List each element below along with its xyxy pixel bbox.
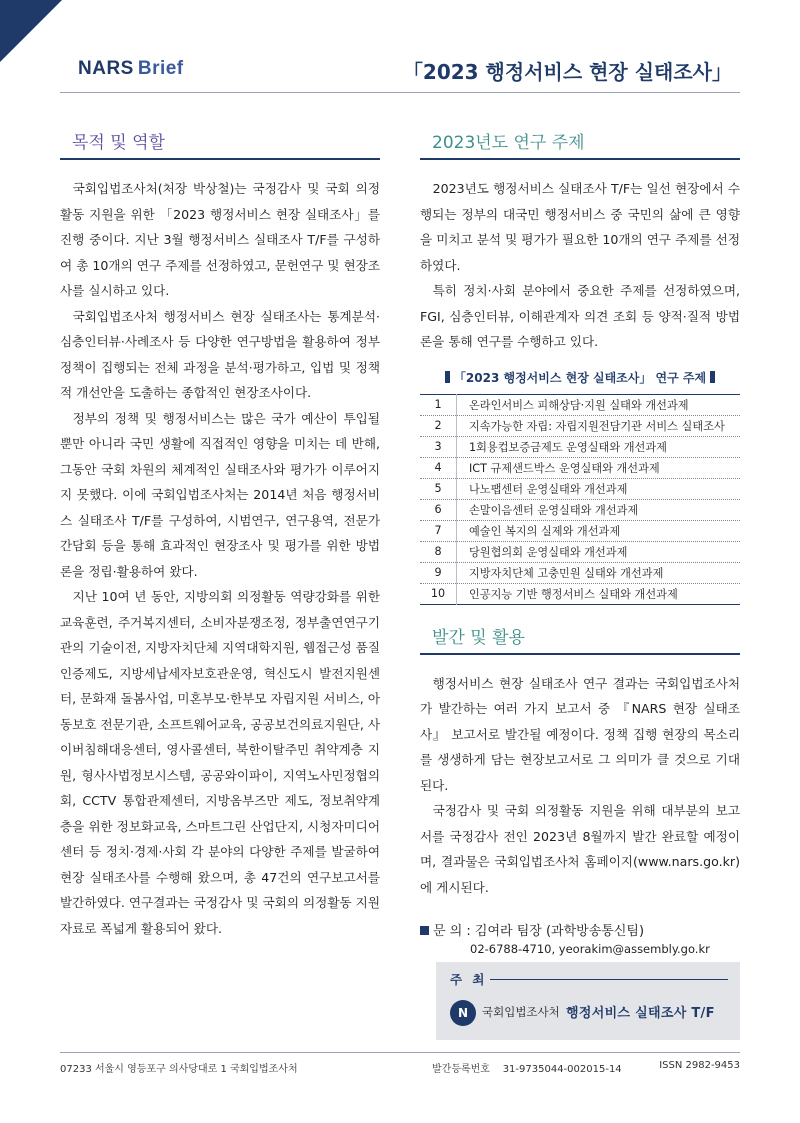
contact-line (420, 920, 740, 939)
table-row (420, 562, 740, 583)
table-row (420, 499, 740, 520)
section-topics-heading (420, 128, 740, 160)
caption-marker-icon (445, 371, 450, 383)
table-row (420, 520, 740, 541)
host-box (436, 962, 740, 1040)
topic-title: 온라인서비스 피해상담·지원 실태와 개선과제 (469, 398, 689, 412)
topic-title: 지방자치단체 고충민원 실태와 개선과제 (469, 566, 664, 580)
topic-number: 1 (420, 394, 457, 415)
topics-table-caption-text: 「2023 행정서비스 현장 실태조사」 연구 주제 (453, 370, 707, 385)
purpose-paragraph-3: 정부의 정책 및 행정서비스는 많은 국가 예산이 투입될 뿐만 아니라 국민 생활에 직접적인 영향을 미치는 데 반해, 그동안 국회 차원의 체계적인 실태조사와 평가가 이루어지지 못했다. 이에 국회입법조사처는 2014년 처음 행정서비스 실태조사 T/F를 구성하여, 시범연구, 연구용역, 전문가간담회 등을 통해 효과적인 현장조사 및 평가를 위한 방법론을 정립·활용하여 왔다. (60, 410, 380, 579)
document-title: 「2023 행정서비스 현장 실태조사」 (402, 60, 732, 84)
purpose-paragraph-1: 국회입법조사처(처장 박상철)는 국정감사 및 국회 의정활동 지원을 위한 「2023 행정서비스 현장 실태조사」를 진행 중이다. 지난 3월 행정서비스 실태조사 T/F를 구성하여 총 10개의 연구 주제를 선정하였고, 문헌연구 및 현장조사를 실시하고 있다. (60, 181, 380, 298)
topic-number: 10 (420, 583, 457, 604)
topic-number: 9 (420, 562, 457, 583)
contact-marker-icon (420, 926, 429, 935)
topic-number: 7 (420, 520, 457, 541)
contact-person: 김여라 팀장 (과학방송통신팀) (474, 924, 645, 939)
footer-divider (60, 1052, 740, 1053)
topics-table (420, 394, 740, 605)
footer-address: 07233 서울시 영등포구 의사당대로 1 국회입법조사처 (60, 1064, 298, 1075)
logo-brief: Brief (137, 58, 184, 79)
footer-registration (432, 1060, 622, 1075)
publication-paragraph-2: 국정감사 및 국회 의정활동 지원을 위해 대부분의 보고서를 국정감사 전인 2023년 8월까지 발간 완료할 예정이며, 결과물은 국회입법조사처 홈페이지(www.nars.go.kr)에 게시된다. (420, 803, 740, 895)
table-row (420, 415, 740, 436)
topic-number: 5 (420, 478, 457, 499)
logo-brand: NARS (78, 58, 134, 79)
section-publication-title: 발간 및 활용 (432, 627, 525, 648)
right-column (420, 128, 740, 1040)
table-row (420, 583, 740, 604)
publication-paragraph-1: 행정서비스 현장 실태조사 연구 결과는 국회입법조사처가 발간하는 여러 가지 보고서 중 『NARS 현장 실태조사』 보고서로 발간될 예정이다. 정책 집행 현장의 목소리를 생생하게 담는 현장보고서로 그 의미가 클 것으로 기대된다. (420, 675, 740, 793)
topic-number: 4 (420, 457, 457, 478)
table-row (420, 478, 740, 499)
host-label: 주 최 (450, 972, 488, 987)
footer-reg-label: 발간등록번호 (432, 1064, 490, 1075)
host-organization: 국회입법조사처 (482, 1005, 560, 1019)
topics-table-caption (420, 369, 740, 386)
topic-title: 인공지능 기반 행정서비스 실태와 개선과제 (469, 587, 678, 601)
purpose-paragraph-2: 국회입법조사처 행정서비스 현장 실태조사는 통계분석·심층인터뷰·사례조사 등 다양한 연구방법을 활용하여 정부 정책이 집행되는 전체 과정을 분석·평가하고, 입법 및 정책적 개선안을 도출하는 종합적인 현장조사이다. (60, 308, 380, 400)
corner-decoration (0, 0, 62, 62)
topics-paragraph-2: 특히 정치·사회 분야에서 중요한 주제를 선정하였으며, FGI, 심층인터뷰, 이해관계자 의견 조회 등 양적·질적 방법론을 통해 연구를 수행하고 있다. (420, 283, 740, 349)
header-divider (60, 92, 740, 93)
topic-title: 당원협의회 운영실태와 개선과제 (469, 545, 628, 559)
caption-marker-icon (710, 371, 715, 383)
table-row (420, 394, 740, 415)
contact-label: 문 의 : (433, 924, 471, 939)
topic-title: 지속가능한 자립: 자립지원전담기관 서비스 실태조사 (469, 419, 725, 433)
topic-title: 손말이음센터 운영실태와 개선과제 (469, 503, 639, 517)
topic-title: ICT 규제샌드박스 운영실태와 개선과제 (469, 461, 660, 475)
host-taskforce: 행정서비스 실태조사 T/F (566, 1006, 715, 1021)
topic-number: 3 (420, 436, 457, 457)
table-row (420, 436, 740, 457)
topic-title: 1회용컵보증금제도 운영실태와 개선과제 (469, 440, 667, 454)
topic-title: 나노팹센터 운영실태와 개선과제 (469, 482, 628, 496)
topic-number: 6 (420, 499, 457, 520)
host-divider (490, 979, 728, 980)
section-publication-heading (420, 623, 740, 655)
topic-number: 2 (420, 415, 457, 436)
contact-detail: 02-6788-4710, yeorakim@assembly.go.kr (470, 942, 710, 956)
section-topics-title: 2023년도 연구 주제 (432, 133, 585, 153)
topic-number: 8 (420, 541, 457, 562)
purpose-paragraph-4: 지난 10여 년 동안, 지방의회 의정활동 역량강화를 위한 교육훈련, 주거복지센터, 소비자분쟁조정, 정부출연연구기관의 기술이전, 지방자치단체 지역대학지원, 웹접근성 품질인증제도, 지방세납세자보호관운영, 혁신도시 발전지원센터, 문화재 돌봄사업, 미혼부모·한부모 자립지원 서비스, 아동보호 전문기관, 소프트웨어교육, 공공보건의료지원단, 사이버침해대응센터, 영사콜센터, 북한이탈주민 취약계층 지원, 형사사법정보시스템, 공공와이파이, 지역노사민정협의회, CCTV 통합관제센터, 지방옴부즈만 제도, 정보취약계층을 위한 정보화교육, 스마트그린 산업단지, 시청자미디어센터 등 정치·경제·사회 각 분야의 다양한 주제를 발굴하여 현장 실태조사를 수행해 왔으며, 총 47건의 연구보고서를 발간하였다. 연구결과는 국정감사 및 국회의 의정활동 지원 자료로 폭넓게 활용되어 왔다. (60, 589, 380, 936)
footer-issn: ISSN 2982-9453 (659, 1060, 740, 1071)
topic-title: 예술인 복지의 실제와 개선과제 (469, 524, 621, 538)
table-row (420, 541, 740, 562)
footer-reg-number: 31-9735044-002015-14 (502, 1064, 622, 1075)
section-purpose-title: 목적 및 역할 (72, 133, 165, 153)
nars-emblem-icon: N (450, 1000, 476, 1026)
section-purpose-heading (60, 128, 380, 160)
table-row (420, 457, 740, 478)
nars-brief-logo (78, 58, 184, 80)
topics-paragraph-1: 2023년도 행정서비스 실태조사 T/F는 일선 현장에서 수행되는 정부의 대국민 행정서비스 중 국민의 삶에 큰 영향을 미치고 분석 및 평가가 필요한 10개의 연구 주제를 선정하였다. (420, 181, 740, 273)
left-column (60, 128, 380, 941)
